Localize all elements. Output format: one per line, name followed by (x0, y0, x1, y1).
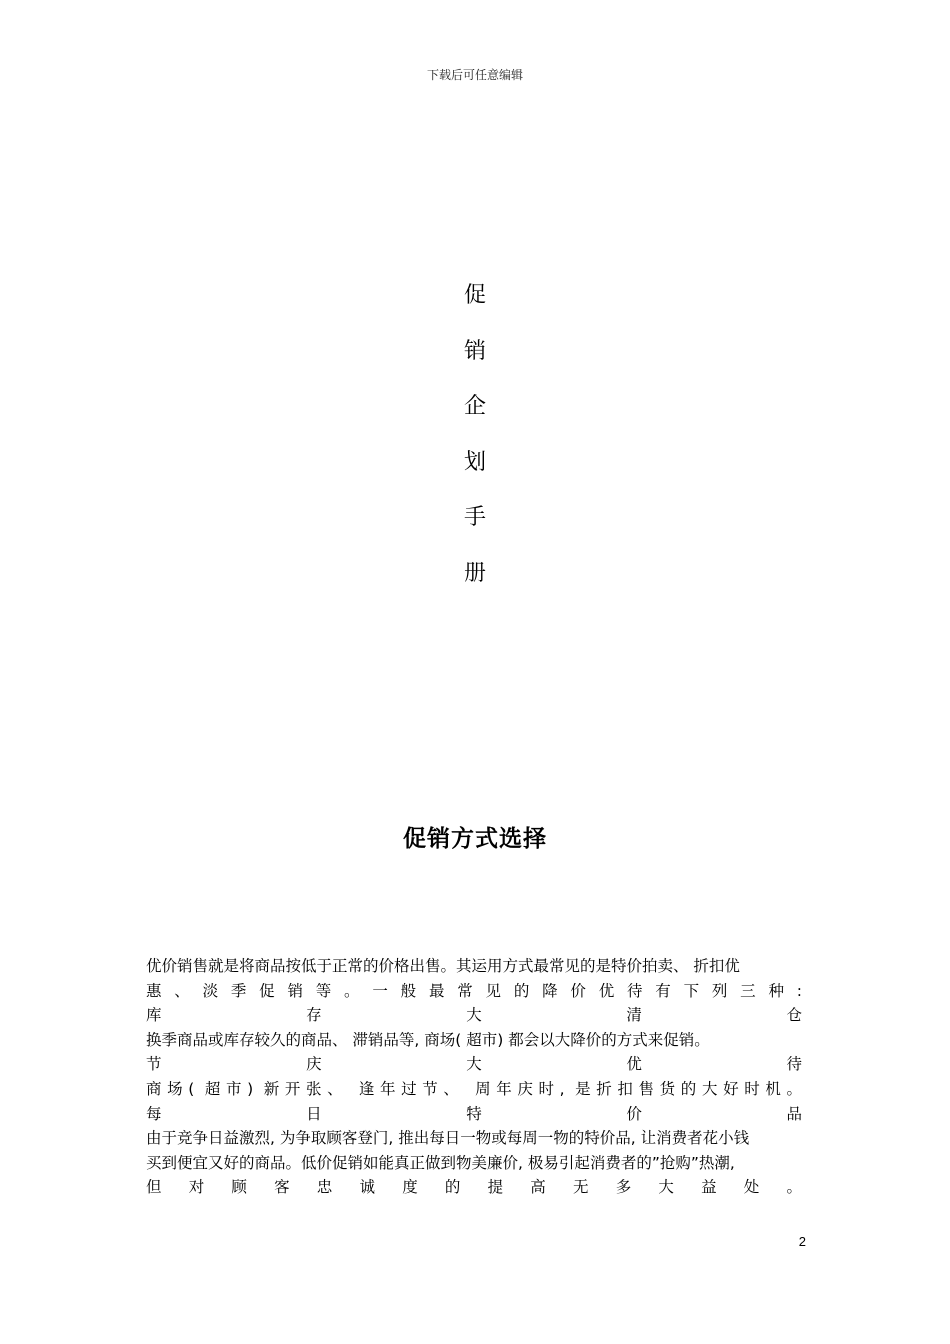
body-line: 库 存 大 清 仓 (146, 1006, 802, 1025)
section-title: 促销方式选择 (403, 826, 547, 852)
header-note: 下载后可任意编辑 (426, 68, 523, 82)
cover-title-char: 促 (463, 283, 486, 308)
page-number: 2 (798, 1234, 806, 1249)
cover-title-char: 划 (463, 449, 486, 475)
cover-title-char: 册 (463, 560, 486, 586)
cover-title-char: 销 (463, 338, 486, 364)
body-paragraph (146, 954, 802, 1200)
cover-title-char: 手 (463, 505, 486, 530)
cover-title (0, 282, 950, 615)
body-line: 优价销售就是将商品按低于正常的价格出售。其运用方式最常见的是特价拍卖、 折扣优 (146, 957, 740, 975)
body-line: 惠 、 淡 季 促 销 等 。 一 般 最 常 见 的 降 价 优 待 有 下 列 三 种 : (146, 981, 802, 1000)
body-line: 由于竞争日益激烈, 为争取顾客登门, 推出每日一物或每周一物的特价品, 让消费者花小钱 (146, 1129, 750, 1148)
body-line: 每 日 特 价 品 (146, 1104, 802, 1123)
body-line: 买到便宜又好的商品。低价促销如能真正做到物美廉价, 极易引起消费者的”抢购”热潮, (146, 1153, 735, 1172)
body-line: 节 庆 大 优 待 (146, 1055, 802, 1074)
cover-title-char: 企 (463, 394, 486, 419)
body-line: 换季商品或库存较久的商品、 滞销品等, 商场( 超市) 都会以大降价的方式来促销。 (146, 1030, 710, 1049)
body-line: 但 对 顾 客 忠 诚 度 的 提 高 无 多 大 益 处 。 (146, 1178, 802, 1197)
body-line: 商场( 超市) 新开张、 逢年过节、 周年庆时, 是折扣售货的大好时机。 (146, 1079, 802, 1098)
